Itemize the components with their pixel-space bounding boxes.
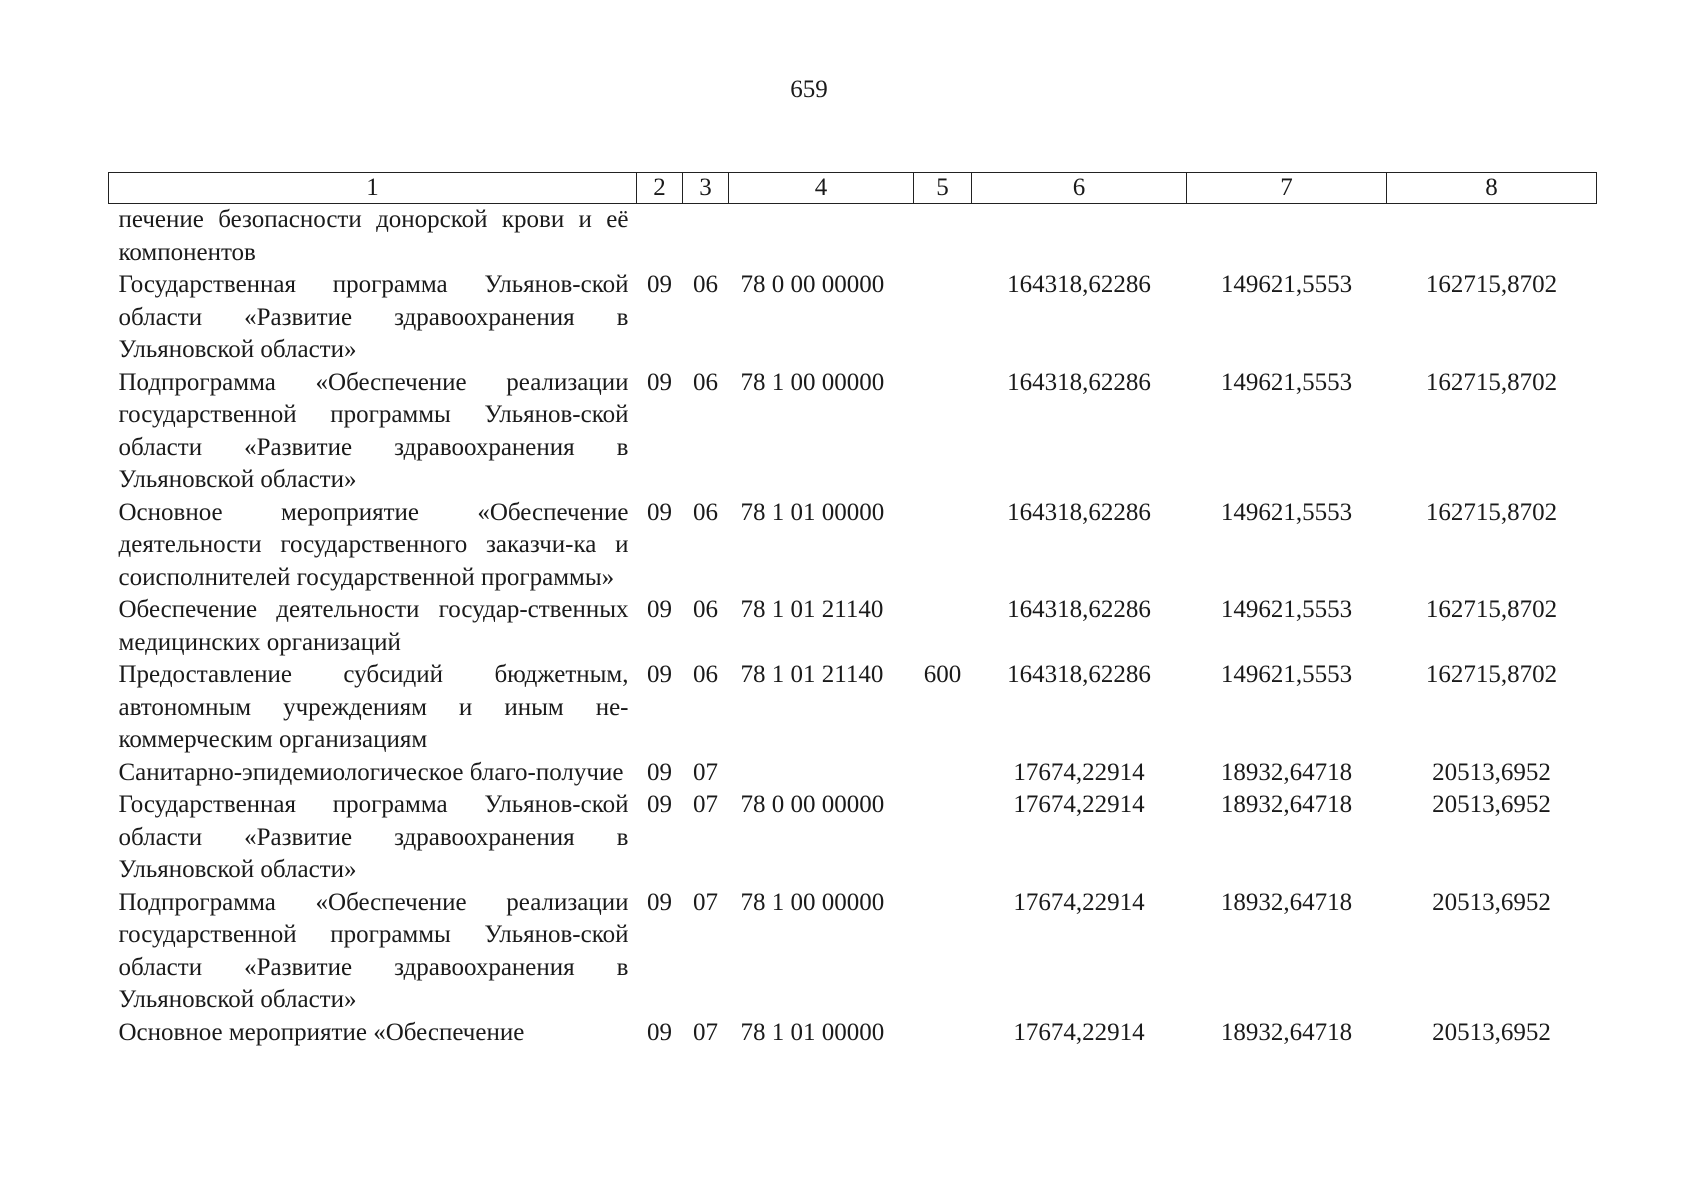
expense-type-cell [914, 594, 972, 659]
amount-year3-cell: 20513,6952 [1432, 1018, 1551, 1046]
amount-year1-cell: 164318,62286 [1007, 661, 1151, 688]
column-header-3: 3 [683, 173, 729, 204]
table-row [109, 594, 1597, 659]
target-article-cell: 78 1 00 00000 [740, 368, 885, 396]
amount-year2-cell [1187, 204, 1387, 270]
column-header-8: 8 [1387, 173, 1597, 204]
header-row [109, 173, 1597, 204]
column-header-2: 2 [637, 173, 683, 204]
amount-year1-cell: 164318,62286 [1007, 596, 1151, 623]
amount-year3-cell: 20513,6952 [1432, 888, 1551, 916]
target-article-cell: 78 1 01 21140 [740, 661, 884, 688]
section-cell: 09 [647, 271, 672, 298]
item-name-cell: Обеспечение деятельности государ-ственных медицинских организаций [118, 596, 629, 656]
section-cell: 09 [647, 596, 672, 623]
amount-year1-cell: 164318,62286 [1007, 368, 1151, 396]
expense-type-cell: 600 [923, 661, 962, 688]
section-cell [637, 204, 683, 270]
amount-year3-cell: 20513,6952 [1432, 758, 1551, 786]
section-cell: 09 [647, 661, 672, 688]
page-number: 659 [790, 76, 828, 103]
table-row [109, 789, 1597, 887]
section-cell: 09 [647, 1018, 672, 1046]
amount-year3-cell: 162715,8702 [1425, 661, 1558, 688]
target-article-cell [729, 757, 914, 790]
amount-year2-cell: 18932,64718 [1220, 1018, 1353, 1046]
subsection-cell: 07 [693, 1018, 718, 1046]
budget-table [108, 172, 1597, 1049]
column-header-4: 4 [729, 173, 914, 204]
subsection-cell: 06 [693, 498, 718, 526]
target-article-cell: 78 1 00 00000 [740, 888, 885, 916]
amount-year2-cell: 18932,64718 [1220, 791, 1353, 818]
amount-year2-cell: 149621,5553 [1220, 368, 1353, 396]
subsection-cell: 06 [693, 368, 718, 396]
section-cell: 09 [647, 498, 672, 526]
target-article-cell: 78 1 01 00000 [740, 498, 885, 526]
amount-year2-cell: 18932,64718 [1220, 888, 1353, 916]
item-name-cell: Подпрограмма «Обеспечение реализации государственной программы Ульянов-ской области «Развитие здравоохранения в Ульяновской области» [118, 888, 629, 1013]
expense-type-cell [914, 1017, 972, 1050]
target-article-cell: 78 1 01 21140 [740, 596, 884, 623]
table-row [109, 1017, 1597, 1050]
amount-year2-cell: 149621,5553 [1220, 661, 1353, 688]
item-name-cell: Основное мероприятие «Обеспечение [118, 1018, 525, 1046]
expense-type-cell [914, 757, 972, 790]
amount-year3-cell: 162715,8702 [1425, 271, 1558, 298]
column-header-7: 7 [1187, 173, 1387, 204]
subsection-cell: 06 [693, 661, 718, 688]
item-name-cell: Санитарно-эпидемиологическое благо-получие [118, 758, 624, 786]
item-name-cell: Основное мероприятие «Обеспечение деятельности государственного заказчи-ка и соисполнителей государственной программы» [118, 498, 629, 591]
expense-type-cell [914, 887, 972, 1017]
item-name-cell: Подпрограмма «Обеспечение реализации государственной программы Ульянов-ской области «Развитие здравоохранения в Ульяновской области» [118, 368, 629, 493]
table-row [109, 497, 1597, 595]
amount-year1-cell: 17674,22914 [1013, 1018, 1145, 1046]
section-cell: 09 [647, 791, 672, 818]
subsection-cell: 07 [693, 758, 718, 786]
target-article-cell [729, 204, 914, 270]
target-article-cell: 78 0 00 00000 [740, 791, 885, 818]
expense-type-cell [914, 789, 972, 887]
table-row [109, 659, 1597, 757]
amount-year1-cell: 17674,22914 [1013, 791, 1145, 818]
amount-year1-cell: 17674,22914 [1013, 758, 1145, 786]
item-name-cell: Государственная программа Ульянов-ской области «Развитие здравоохранения в Ульяновской области» [118, 271, 629, 363]
expense-type-cell [914, 204, 972, 270]
column-header-1: 1 [109, 173, 637, 204]
subsection-cell [683, 204, 729, 270]
section-cell: 09 [647, 368, 672, 396]
amount-year2-cell: 149621,5553 [1220, 596, 1353, 623]
subsection-cell: 06 [693, 271, 718, 298]
item-name-cell: Предоставление субсидий бюджетным, автономным учреждениям и иным не-коммерческим организациям [118, 661, 629, 753]
table-row [109, 887, 1597, 1017]
item-name-cell: Государственная программа Ульянов-ской области «Развитие здравоохранения в Ульяновской области» [118, 791, 629, 883]
amount-year2-cell: 18932,64718 [1220, 758, 1353, 786]
amount-year3-cell: 20513,6952 [1432, 791, 1551, 818]
amount-year1-cell [972, 204, 1187, 270]
target-article-cell: 78 0 00 00000 [740, 271, 885, 298]
amount-year1-cell: 164318,62286 [1007, 271, 1151, 298]
amount-year3-cell: 162715,8702 [1425, 596, 1558, 623]
amount-year2-cell: 149621,5553 [1220, 498, 1353, 526]
table-row [109, 204, 1597, 270]
table-row [109, 367, 1597, 497]
expense-type-cell [914, 497, 972, 595]
amount-year1-cell: 17674,22914 [1013, 888, 1145, 916]
column-header-5: 5 [914, 173, 972, 204]
item-name-cell: печение безопасности донорской крови и её компонентов [118, 206, 629, 266]
subsection-cell: 06 [693, 596, 718, 623]
column-header-6: 6 [972, 173, 1187, 204]
amount-year3-cell [1387, 204, 1597, 270]
section-cell: 09 [647, 888, 672, 916]
table-row [109, 757, 1597, 790]
amount-year2-cell: 149621,5553 [1220, 271, 1353, 298]
amount-year1-cell: 164318,62286 [1007, 498, 1151, 526]
subsection-cell: 07 [693, 791, 718, 818]
amount-year3-cell: 162715,8702 [1425, 498, 1558, 526]
amount-year3-cell: 162715,8702 [1425, 368, 1558, 396]
subsection-cell: 07 [693, 888, 718, 916]
table-row [109, 269, 1597, 367]
expense-type-cell [914, 269, 972, 367]
target-article-cell: 78 1 01 00000 [740, 1018, 885, 1046]
expense-type-cell [914, 367, 972, 497]
section-cell: 09 [647, 758, 672, 786]
